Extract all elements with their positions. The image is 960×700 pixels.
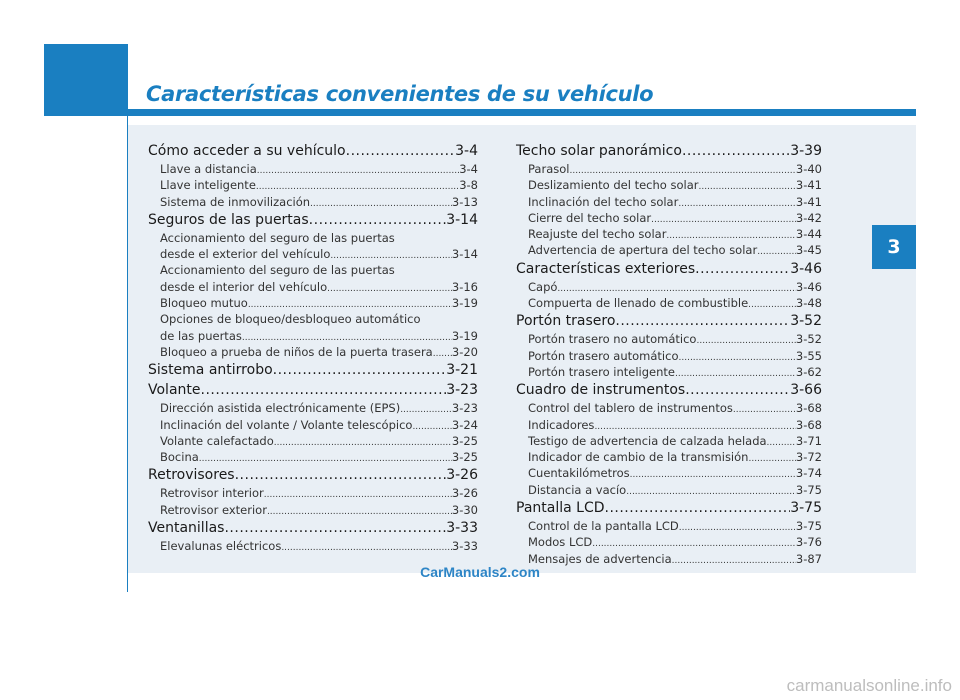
title-underline: [128, 109, 916, 116]
toc-entry-label: Control del tablero de instrumentos: [528, 401, 733, 416]
toc-entry-label: Retrovisores: [148, 467, 235, 484]
toc-entry-label: Llave a distancia: [160, 162, 257, 176]
toc-page-number: 3-52: [795, 332, 822, 347]
toc-page-number: 3-52: [790, 313, 822, 330]
chapter-tab[interactable]: 3: [872, 225, 916, 269]
toc-entry-label: Sistema antirrobo: [148, 362, 273, 379]
toc-page-number: 3-45: [795, 243, 822, 258]
toc-entry-label: Parasol: [528, 162, 570, 176]
toc-subentry[interactable]: [516, 465, 822, 481]
toc-entry-label: Bocina: [160, 450, 199, 465]
toc-entry-label: desde el interior del vehículo: [160, 279, 328, 294]
toc-entry-label: Techo solar panorámico: [516, 143, 682, 159]
toc-page-number: 3-21: [446, 362, 478, 379]
toc-dot-leader: [696, 333, 795, 349]
toc-subentry[interactable]: [516, 194, 822, 210]
toc-section-entry[interactable]: [516, 141, 822, 161]
toc-page-number: 3-68: [795, 401, 822, 416]
toc-page-number: 3-41: [795, 194, 822, 209]
corner-block: [44, 44, 128, 116]
toc-page-number: 3-19: [451, 328, 478, 343]
toc-page-number: 3-33: [446, 520, 478, 537]
toc-entry-label: Inclinación del techo solar: [528, 194, 679, 209]
toc-dot-leader: [201, 380, 447, 400]
toc-dot-leader: [630, 467, 796, 483]
toc-entry-label: desde el exterior del vehículo: [160, 247, 331, 262]
toc-entry-continued: Accionamiento del seguro de las puertas: [160, 263, 395, 278]
toc-entry-label: Inclinación del volante / Volante telescópico: [160, 417, 413, 432]
toc-page-number: 3-44: [795, 227, 822, 242]
toc-page-number: 3-74: [795, 466, 822, 481]
toc-dot-leader: [273, 360, 447, 380]
toc-dot-leader: [682, 141, 790, 161]
toc-subentry[interactable]: [148, 485, 478, 501]
toc-page-number: 3-16: [451, 279, 478, 294]
toc-entry-label: Bloqueo mutuo: [160, 296, 248, 311]
toc-page-number: 3-30: [451, 502, 478, 517]
toc-entry-label: Advertencia de apertura del techo solar: [528, 243, 758, 258]
toc-entry-label: Distancia a vacío: [528, 482, 627, 497]
toc-dot-leader: [274, 435, 452, 451]
toc-dot-leader: [412, 419, 451, 435]
toc-subentry[interactable]: [148, 433, 478, 449]
toc-dot-leader: [651, 212, 796, 228]
toc-page-number: 3-8: [459, 178, 478, 193]
toc-entry-label: Reajuste del techo solar: [528, 227, 667, 242]
toc-subentry[interactable]: [516, 417, 822, 433]
toc-page-number: 3-20: [451, 344, 478, 359]
toc-entry-label: Retrovisor interior: [160, 486, 264, 501]
toc-entry-label: Seguros de las puertas: [148, 211, 309, 228]
toc-page-number: 3-26: [446, 467, 478, 484]
toc-section-entry[interactable]: [516, 311, 822, 331]
toc-dot-leader: [257, 163, 459, 179]
toc-subentry[interactable]: [148, 194, 478, 210]
toc-dot-leader: [309, 210, 447, 230]
toc-subentry[interactable]: [516, 449, 822, 465]
toc-page-number: 3-75: [795, 519, 822, 534]
toc-page-number: 3-48: [795, 296, 822, 311]
toc-dot-leader: [695, 259, 790, 279]
toc-subentry[interactable]: [516, 177, 822, 193]
toc-dot-leader: [235, 465, 447, 485]
toc-entry-label: Portón trasero no automático: [528, 332, 697, 347]
toc-subentry[interactable]: [148, 400, 478, 416]
toc-subentry[interactable]: [148, 502, 478, 518]
toc-subentry[interactable]: [516, 161, 822, 177]
toc-page-number: 3-46: [795, 279, 822, 294]
toc-subentry[interactable]: [148, 328, 478, 344]
toc-entry-label: Portón trasero: [516, 313, 616, 330]
toc-entry-continued: Opciones de bloqueo/desbloqueo automático: [160, 312, 421, 327]
toc-entry-continued: Accionamiento del seguro de las puertas: [160, 230, 395, 245]
toc-page-number: 3-25: [451, 433, 478, 448]
toc-dot-leader: [346, 141, 456, 161]
toc-entry-label: Bloqueo a prueba de niños de la puerta trasera: [160, 344, 433, 359]
toc-entry-label: Capó: [528, 279, 558, 294]
toc-subentry[interactable]: [148, 538, 478, 554]
toc-entry-label: Control de la pantalla LCD: [528, 519, 679, 534]
toc-section-entry[interactable]: [148, 380, 478, 400]
toc-section-entry[interactable]: [148, 141, 478, 161]
watermark[interactable]: CarManuals2.com: [420, 564, 540, 580]
toc-subentry[interactable]: [148, 295, 478, 311]
toc-entry-label: Indicador de cambio de la transmisión: [528, 450, 749, 465]
toc-section-entry[interactable]: [148, 360, 478, 380]
toc-subentry[interactable]: [516, 226, 822, 242]
toc-entry-label: Llave inteligente: [160, 178, 256, 193]
toc-page-number: 3-23: [451, 401, 478, 416]
toc-page-number: 3-14: [451, 247, 478, 262]
toc-subentry[interactable]: [516, 331, 822, 347]
toc-entry-label: Compuerta de llenado de combustible: [528, 296, 749, 311]
page-title: Características convenientes de su vehículo: [146, 82, 654, 106]
toc-dot-leader: [224, 518, 446, 538]
toc-page-number: 3-24: [451, 417, 478, 432]
toc-subentry[interactable]: [516, 482, 822, 498]
toc-dot-leader: [733, 402, 796, 418]
toc-page-number: 3-4: [455, 143, 478, 159]
toc-page-number: 3-14: [446, 211, 478, 228]
toc-entry-label: Pantalla LCD: [516, 500, 605, 517]
toc-page-number: 3-75: [795, 482, 822, 497]
toc-subentry[interactable]: [516, 348, 822, 364]
toc-column-left: [148, 141, 478, 554]
toc-subentry[interactable]: [148, 279, 478, 295]
toc-page-number: 3-75: [790, 500, 822, 517]
toc-subentry[interactable]: [516, 534, 822, 550]
toc-entry-label: Indicadores: [528, 417, 595, 432]
toc-page-number: 3-62: [795, 364, 822, 379]
toc-subentry[interactable]: [516, 279, 822, 295]
toc-dot-leader: [281, 540, 452, 556]
toc-dot-leader: [678, 196, 796, 212]
toc-dot-leader: [767, 435, 796, 451]
toc-subentry[interactable]: [148, 161, 478, 177]
toc-page-number: 3-41: [795, 178, 822, 193]
toc-dot-leader: [615, 311, 790, 331]
toc-page-number: 3-66: [790, 382, 822, 399]
toc-entry-label: Modos LCD: [528, 535, 593, 550]
toc-entry-label: Volante calefactado: [160, 433, 274, 448]
site-mark[interactable]: carmanualsonline.info: [786, 676, 952, 695]
toc-page-number: 3-46: [790, 260, 822, 277]
toc-page-number: 3-33: [451, 539, 478, 554]
toc-page-number: 3-19: [451, 296, 478, 311]
toc-page-number: 3-40: [795, 162, 822, 176]
toc-entry-label: Cuadro de instrumentos: [516, 382, 686, 399]
toc-subentry[interactable]: [516, 364, 822, 380]
toc-subentry[interactable]: [516, 242, 822, 258]
toc-page-number: 3-42: [795, 210, 822, 225]
toc-dot-leader: [327, 281, 452, 297]
toc-subentry[interactable]: [148, 417, 478, 433]
toc-subentry[interactable]: [148, 177, 478, 193]
toc-page-number: 3-68: [795, 417, 822, 432]
toc-section-entry[interactable]: [148, 210, 478, 230]
toc-entry-label: Retrovisor exterior: [160, 502, 267, 517]
toc-page-number: 3-4: [459, 162, 478, 176]
toc-subentry[interactable]: [516, 433, 822, 449]
toc-page-number: 3-26: [451, 486, 478, 501]
toc-entry-label: Características exteriores: [516, 260, 696, 277]
toc-page-number: 3-72: [795, 450, 822, 465]
toc-page-number: 3-39: [790, 143, 822, 159]
toc-dot-leader: [685, 380, 790, 400]
toc-entry-label: Sistema de inmovilización: [160, 194, 311, 209]
toc-entry-label: Dirección asistida electrónicamente (EPS): [160, 401, 401, 416]
toc-entry-label: de las puertas: [160, 328, 242, 343]
toc-entry-label: Elevalunas eléctricos: [160, 539, 282, 554]
toc-entry-label: Cuentakilómetros: [528, 466, 630, 481]
toc-entry-label: Portón trasero automático: [528, 348, 679, 363]
toc-section-entry[interactable]: [516, 259, 822, 279]
toc-page-number: 3-13: [451, 194, 478, 209]
toc-dot-leader: [698, 179, 795, 195]
toc-entry-label: Cierre del techo solar: [528, 210, 652, 225]
toc-page-number: 3-71: [795, 433, 822, 448]
toc-page-number: 3-87: [795, 551, 822, 566]
toc-subentry[interactable]: [516, 210, 822, 226]
toc-subentry[interactable]: [516, 295, 822, 311]
toc-entry-label: Ventanillas: [148, 520, 225, 537]
toc-dot-leader: [679, 350, 796, 366]
toc-entry-label: Testigo de advertencia de calzada helada: [528, 433, 767, 448]
toc-entry-label: Cómo acceder a su vehículo: [148, 143, 346, 159]
toc-page-number: 3-25: [451, 450, 478, 465]
toc-entry-label: Mensajes de advertencia: [528, 551, 672, 566]
toc-subentry[interactable]: [148, 344, 478, 360]
toc-dot-leader: [264, 487, 452, 503]
toc-entry-label: Portón trasero inteligente: [528, 364, 676, 379]
toc-subentry[interactable]: [148, 449, 478, 465]
toc-column-right: [516, 141, 822, 567]
toc-subentry[interactable]: [516, 400, 822, 416]
toc-section-entry[interactable]: [148, 465, 478, 485]
toc-subentry[interactable]: [516, 518, 822, 534]
toc-page-number: 3-76: [795, 535, 822, 550]
toc-entry-label: Volante: [148, 382, 201, 399]
toc-dot-leader: [748, 451, 795, 467]
toc-dot-leader: [605, 498, 791, 518]
toc-entry-label: Deslizamiento del techo solar: [528, 178, 699, 193]
toc-section-entry[interactable]: [516, 498, 822, 518]
toc-page-number: 3-23: [446, 382, 478, 399]
toc-section-entry[interactable]: [516, 380, 822, 400]
toc-dot-leader: [679, 520, 796, 536]
toc-page-number: 3-55: [795, 348, 822, 363]
toc-section-entry[interactable]: [148, 518, 478, 538]
toc-subentry[interactable]: [148, 246, 478, 262]
